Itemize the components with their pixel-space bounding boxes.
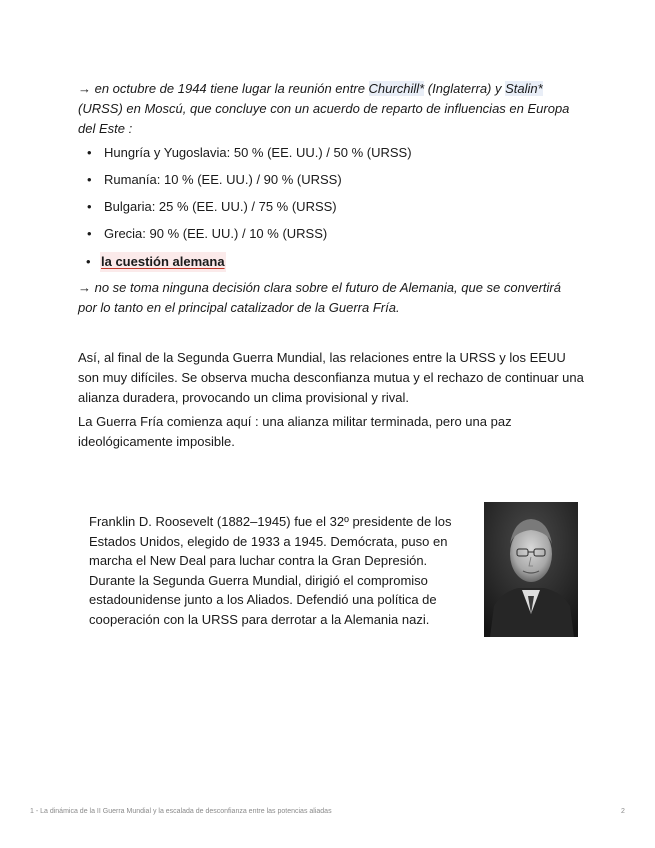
- cold-war-paragraph: La Guerra Fría comienza aquí : una alianza militar terminada, pero una paz ideológicamente imposible.: [78, 414, 512, 449]
- list-item: • Hungría y Yugoslavia: 50 % (EE. UU.) / 50 % (URSS): [104, 143, 412, 170]
- roosevelt-portrait: [484, 502, 578, 637]
- intro-suffix: (URSS) en Moscú, que concluye con un acuerdo de reparto de influencias en Europa del Este :: [78, 101, 570, 136]
- footer-chapter-title: 1 - La dinámica de la II Guerra Mundial y la escalada de desconfianza entre las potencias aliadas: [30, 808, 332, 815]
- intro-prefix: → en octubre de 1944 tiene lugar la reunión entre: [78, 81, 369, 96]
- german-note: → no se toma ninguna decisión clara sobre el futuro de Alemania, que se convertirá por lo tanto en el principal catalizador de la Guerra Fría.: [78, 280, 561, 315]
- list-item: • Bulgaria: 25 % (EE. UU.) / 75 % (URSS): [104, 197, 412, 224]
- stalin-link[interactable]: Stalin*: [505, 81, 543, 96]
- intro-mid: (Inglaterra) y: [424, 81, 506, 96]
- conclusion-paragraph: Así, al final de la Segunda Guerra Mundial, las relaciones entre la URSS y los EEUU son muy difíciles. Se observa mucha desconfianza mutua y el rechazo de continuar una alianza duradera, provocando un clima provisional y rival.: [78, 350, 584, 405]
- churchill-link[interactable]: Churchill*: [368, 81, 425, 96]
- page-number: 2: [621, 808, 625, 815]
- list-item: • Grecia: 90 % (EE. UU.) / 10 % (URSS): [104, 224, 412, 251]
- list-item: • Rumanía: 10 % (EE. UU.) / 90 % (URSS): [104, 170, 412, 197]
- influence-list: [104, 143, 412, 251]
- roosevelt-bio: Franklin D. Roosevelt (1882–1945) fue el 32º presidente de los Estados Unidos, elegido de 1933 a 1945. Demócrata, puso en marcha el New Deal para luchar contra la Gran Depresión. Durante la Segunda Guerra Mundial, dirigió el compromiso estadounidense junto a los Aliados. Defendió una política de cooperación con la URSS para derrotar a la Alemania nazi.: [89, 514, 452, 627]
- intro-paragraph: [78, 79, 578, 139]
- german-question-heading: la cuestión alemana: [100, 252, 226, 272]
- bullet-icon: •: [86, 254, 91, 269]
